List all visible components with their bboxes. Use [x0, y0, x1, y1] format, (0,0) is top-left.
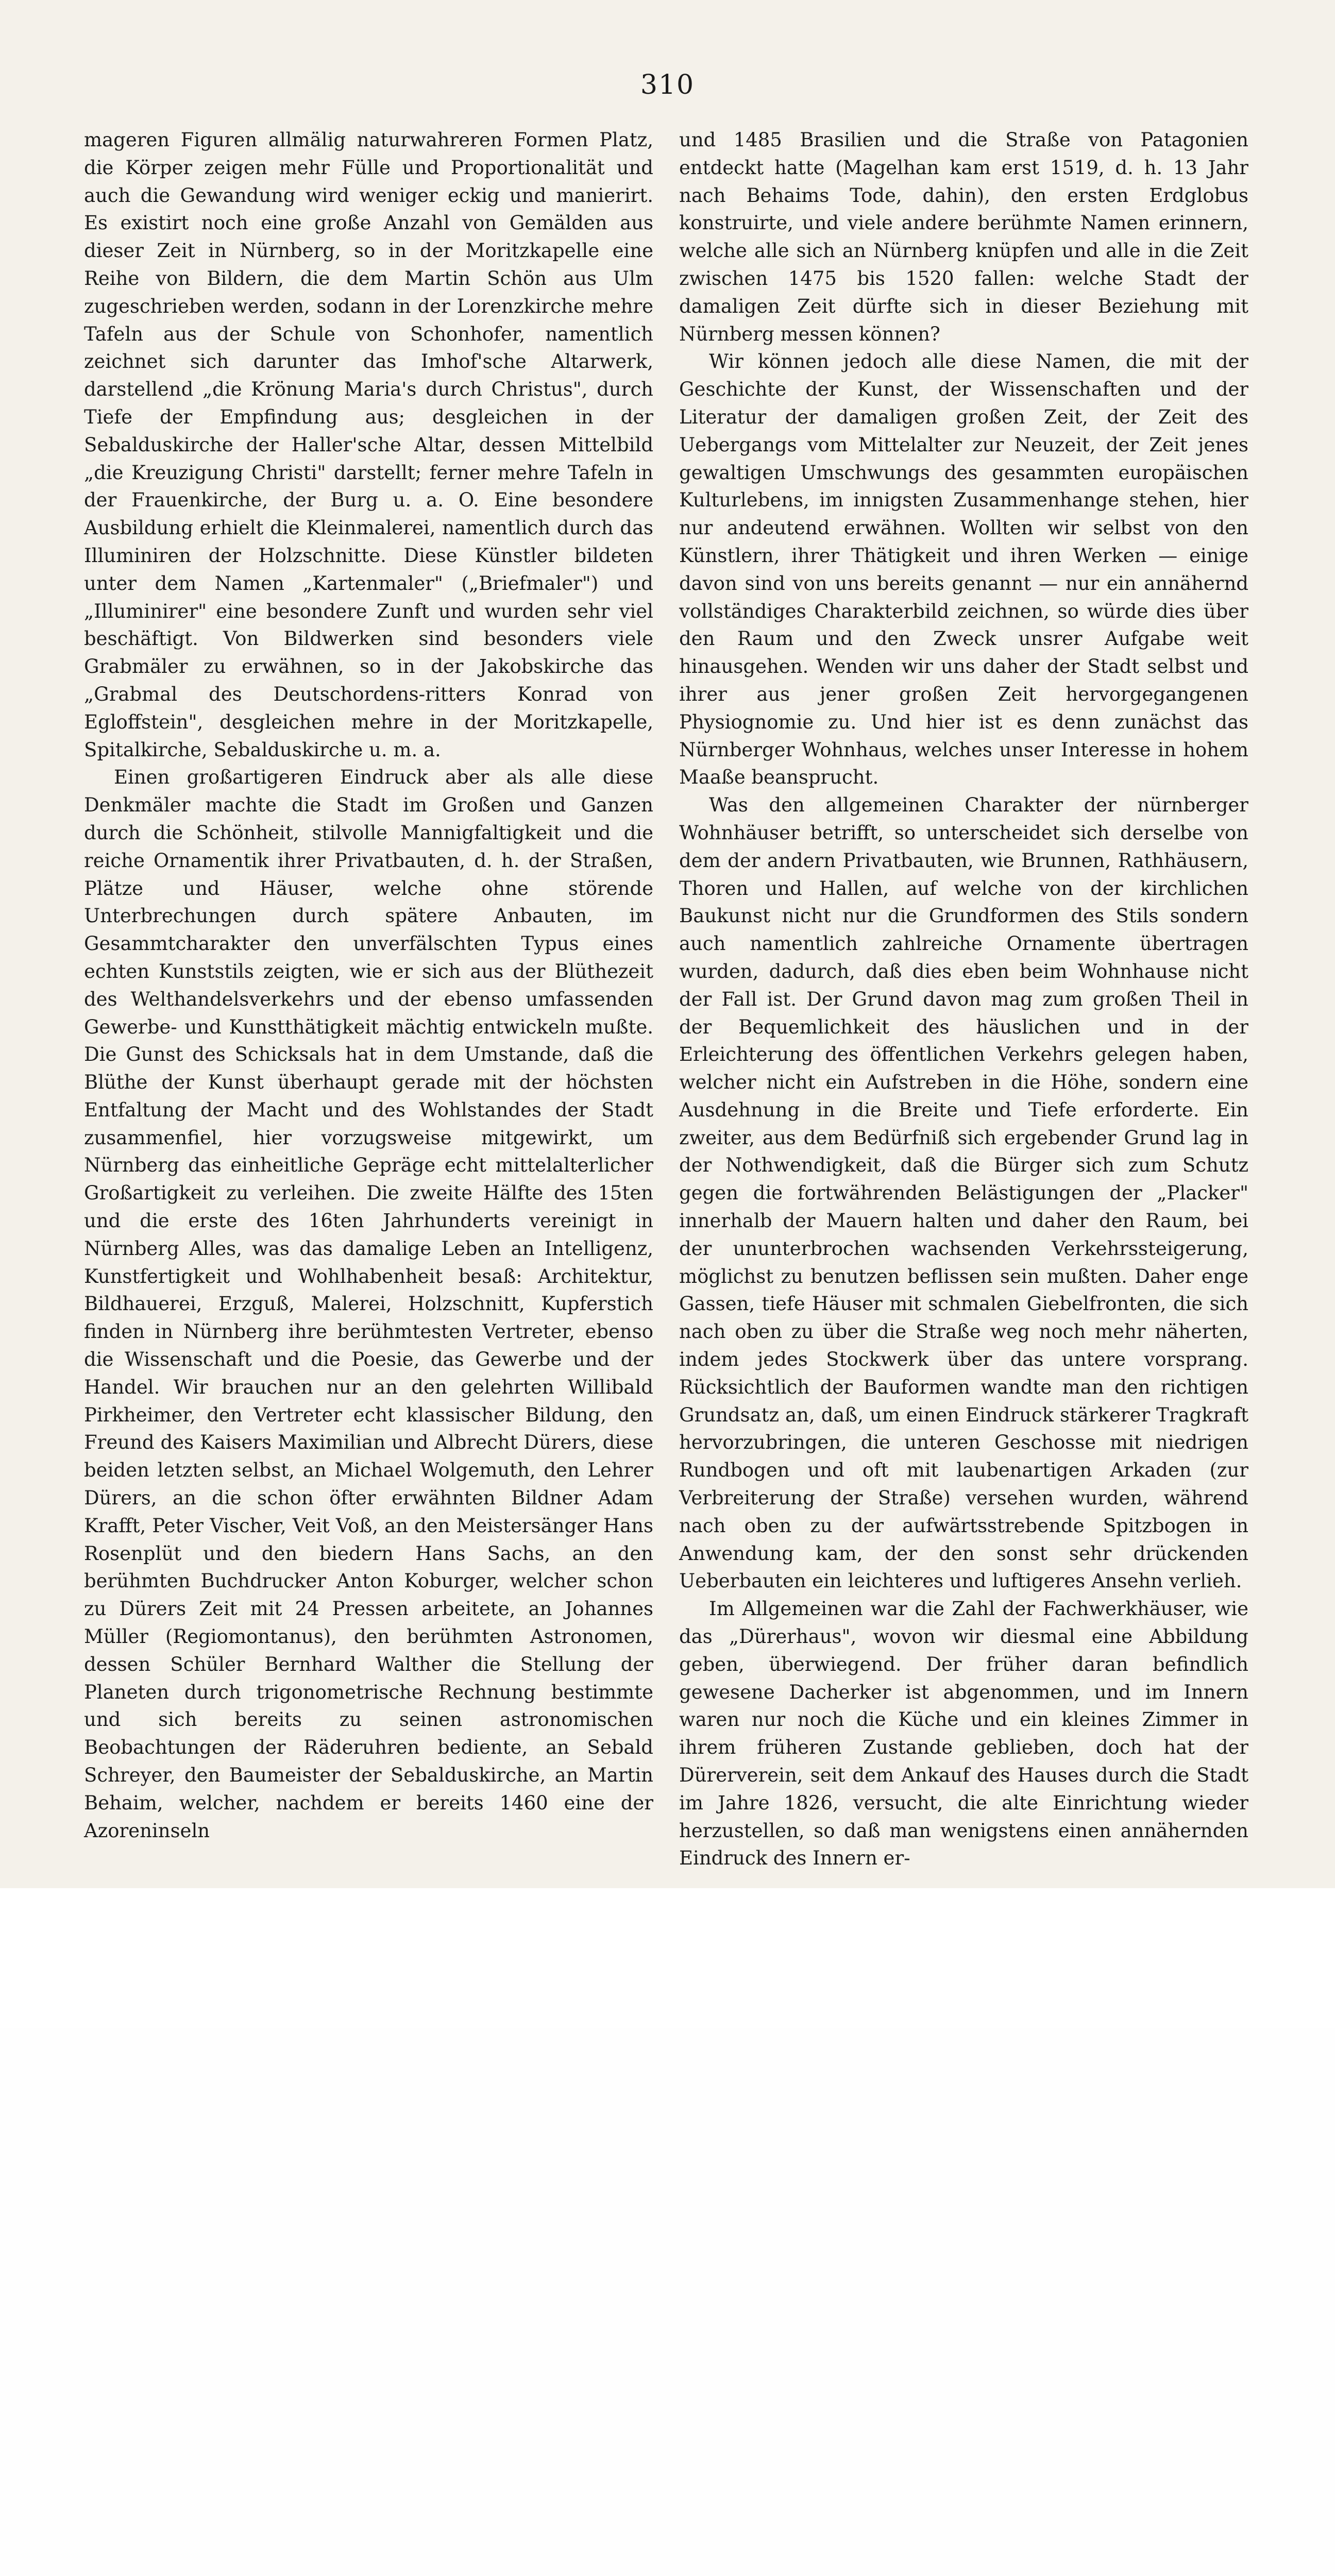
footer-bar: [0, 1888, 1335, 2028]
right-paragraph-1: und 1485 Brasilien und die Straße von Patagonien entdeckt hatte (Magelhan kam erst 1519, d. h. 13 Jahr nach Behaims Tode, dahin), den ersten Erdglobus konstruirte, und viele andere berühmte Namen erinnern, welche alle sich an Nürnberg knüpfen und alle in die Zeit zwischen 1475 bis 1520 fallen: welche Stadt der damaligen Zeit dürfte sich in dieser Beziehung mit Nürnberg messen können?: [679, 129, 1248, 345]
left-paragraph-2: Einen großartigeren Eindruck aber als alle diese Denkmäler machte die Stadt im Großen und Ganzen durch die Schönheit, stilvolle Mannigfaltigkeit und die reiche Ornamentik ihrer Privatbauten, d. h. der Straßen, Plätze und Häuser, welche ohne störende Unterbrechungen durch spätere Anbauten, im Gesammtcharakter den unverfälschten Typus eines echten Kunststils zeigten, wie er sich aus der Blüthezeit des Welthandelsverkehrs und der ebenso umfassenden Gewerbe- und Kunstthätigkeit mächtig entwickeln mußte. Die Gunst des Schicksals hat in dem Umstande, daß die Blüthe der Kunst überhaupt gerade mit der höchsten Entfaltung der Macht und des Wohlstandes der Stadt zusammenfiel, hier vorzugsweise mitgewirkt, um Nürnberg das einheitliche Gepräge echt mittelalterlicher Großartigkeit zu verleihen. Die zweite Hälfte des 15ten und die erste des 16ten Jahrhunderts vereinigt in Nürnberg Alles, was das damalige Leben an Intelligenz, Kunstfertigkeit und Wohlhabenheit besaß: Architektur, Bildhauerei, Erzguß, Malerei, Holzschnitt, Kupferstich finden in Nürnberg ihre berühmtesten Vertreter, ebenso die Wissenschaft und die Poesie, das Gewerbe und der Handel. Wir brauchen nur an den gelehrten Willibald Pirkheimer, den Vertreter echt klassischer Bildung, den Freund des Kaisers Maximilian und Albrecht Dürers, diese beiden letzten selbst, an Michael Wolgemuth, den Lehrer Dürers, an die schon öfter erwähnten Bildner Adam Krafft, Peter Vischer, Veit Voß, an den Meistersänger Hans Rosenplüt und den biedern Hans Sachs, an den berühmten Buchdrucker Anton Koburger, welcher schon zu Dürers Zeit mit 24 Pressen arbeitete, an Johannes Müller (Regiomontanus), den berühmten Astronomen, dessen Schüler Bernhard Walther die Stellung der Planeten durch trigonometrische Rechnung bestimmte und sich bereits zu seinen astronomischen Beobachtungen der Räderuhren bediente, an Sebald Schreyer, den Baumeister der Sebalduskirche, an Martin Behaim, welcher, nachdem er bereits 1460 eine der Azoreninseln: [84, 766, 653, 1842]
right-paragraph-4: Im Allgemeinen war die Zahl der Fachwerkhäuser, wie das „Dürerhaus", wovon wir diesmal eine Abbildung geben, überwiegend. Der früher daran befindlich gewesene Dacherker ist abgenommen, und im Innern waren nur noch die Küche und ein kleines Zimmer in ihrem früheren Zustande geblieben, doch hat der Dürerverein, seit dem Ankauf des Hauses durch die Stadt im Jahre 1826, versucht, die alte Einrichtung wieder herzustellen, so daß man wenigstens einen annähernden Eindruck des Innern er-: [679, 1598, 1248, 1870]
right-paragraph-2: Wir können jedoch alle diese Namen, die mit der Geschichte der Kunst, der Wissenschaften und der Literatur der damaligen großen Zeit, der Zeit des Uebergangs vom Mittelalter zur Neuzeit, der Zeit jenes gewaltigen Umschwungs des gesammten europäischen Kulturlebens, im innigsten Zusammenhange stehen, hier nur andeutend erwähnen. Wollten wir selbst von den Künstlern, ihrer Thätigkeit und ihren Werken — einige davon sind von uns bereits genannt — nur ein annähernd vollständiges Charakterbild zeichnen, so würde dies über den Raum und den Zweck unsrer Aufgabe weit hinausgehen. Wenden wir uns daher der Stadt selbst und ihrer aus jener großen Zeit hervorgegangenen Physiognomie zu. Und hier ist es denn zunächst das Nürnberger Wohnhaus, welches unser Interesse in hohem Maaße beansprucht.: [679, 350, 1248, 789]
page-number: 310: [640, 70, 695, 100]
right-column: [679, 126, 1248, 1870]
right-paragraph-3: Was den allgemeinen Charakter der nürnberger Wohnhäuser betrifft, so unterscheidet sich derselbe von dem der andern Privatbauten, wie Brunnen, Rathhäusern, Thoren und Hallen, auf welche von der kirchlichen Baukunst nicht nur die Grundformen des Stils sondern auch namentlich zahlreiche Ornamente übertragen wurden, dadurch, daß dies eben beim Wohnhause nicht der Fall ist. Der Grund davon mag zum großen Theil in der Bequemlichkeit des häuslichen und in der Erleichterung des öffentlichen Verkehrs gelegen haben, welcher nicht ein Aufstreben in die Höhe, sondern eine Ausdehnung in die Breite und Tiefe erforderte. Ein zweiter, aus dem Bedürfniß sich ergebender Grund lag in der Nothwendigkeit, daß die Bürger sich zum Schutz gegen die fortwährenden Belästigungen der „Placker" innerhalb der Mauern halten und daher den Raum, bei der ununterbrochen wachsenden Verkehrssteigerung, möglichst zu benutzen beflissen sein mußten. Daher enge Gassen, tiefe Häuser mit schmalen Giebelfronten, die sich nach oben zu über die Straße weg noch mehr näherten, indem jedes Stockwerk über das untere vorsprang. Rücksichtlich der Bauformen wandte man den richtigen Grundsatz an, daß, um einen Eindruck stärkerer Tragkraft hervorzubringen, die unteren Geschosse mit niedrigen Rundbogen und oft mit laubenartigen Arkaden (zur Verbreiterung der Straße) versehen wurden, während nach oben zu der aufwärtsstrebende Spitzbogen in Anwendung kam, der den sonst sehr drückenden Ueberbauten ein leichteres und luftigeres Ansehn verlieh.: [679, 794, 1248, 1592]
left-column: [84, 126, 653, 1857]
left-paragraph-1: mageren Figuren allmälig naturwahreren Formen Platz, die Körper zeigen mehr Fülle und Proportionalität und auch die Gewandung wird weniger eckig und manierirt. Es existirt noch eine große Anzahl von Gemälden aus dieser Zeit in Nürnberg, so in der Moritzkapelle eine Reihe von Bildern, die dem Martin Schön aus Ulm zugeschrieben werden, sodann in der Lorenzkirche mehre Tafeln aus der Schule von Schonhofer, namentlich zeichnet sich darunter das Imhof'sche Altarwerk, darstellend „die Krönung Maria's durch Christus", durch Tiefe der Empfindung aus; desgleichen in der Sebalduskirche der Haller'sche Altar, dessen Mittelbild „die Kreuzigung Christi" darstellt; ferner mehre Tafeln in der Frauenkirche, der Burg u. a. O. Eine besondere Ausbildung erhielt die Kleinmalerei, namentlich durch das Illuminiren der Holzschnitte. Diese Künstler bildeten unter dem Namen „Kartenmaler" („Briefmaler") und „Illuminirer" eine besondere Zunft und wurden sehr viel beschäftigt. Von Bildwerken sind besonders viele Grabmäler zu erwähnen, so in der Jakobskirche das „Grabmal des Deutschordens-ritters Konrad von Egloffstein", desgleichen mehre in der Moritzkapelle, Spitalkirche, Sebalduskirche u. m. a.: [84, 129, 653, 761]
